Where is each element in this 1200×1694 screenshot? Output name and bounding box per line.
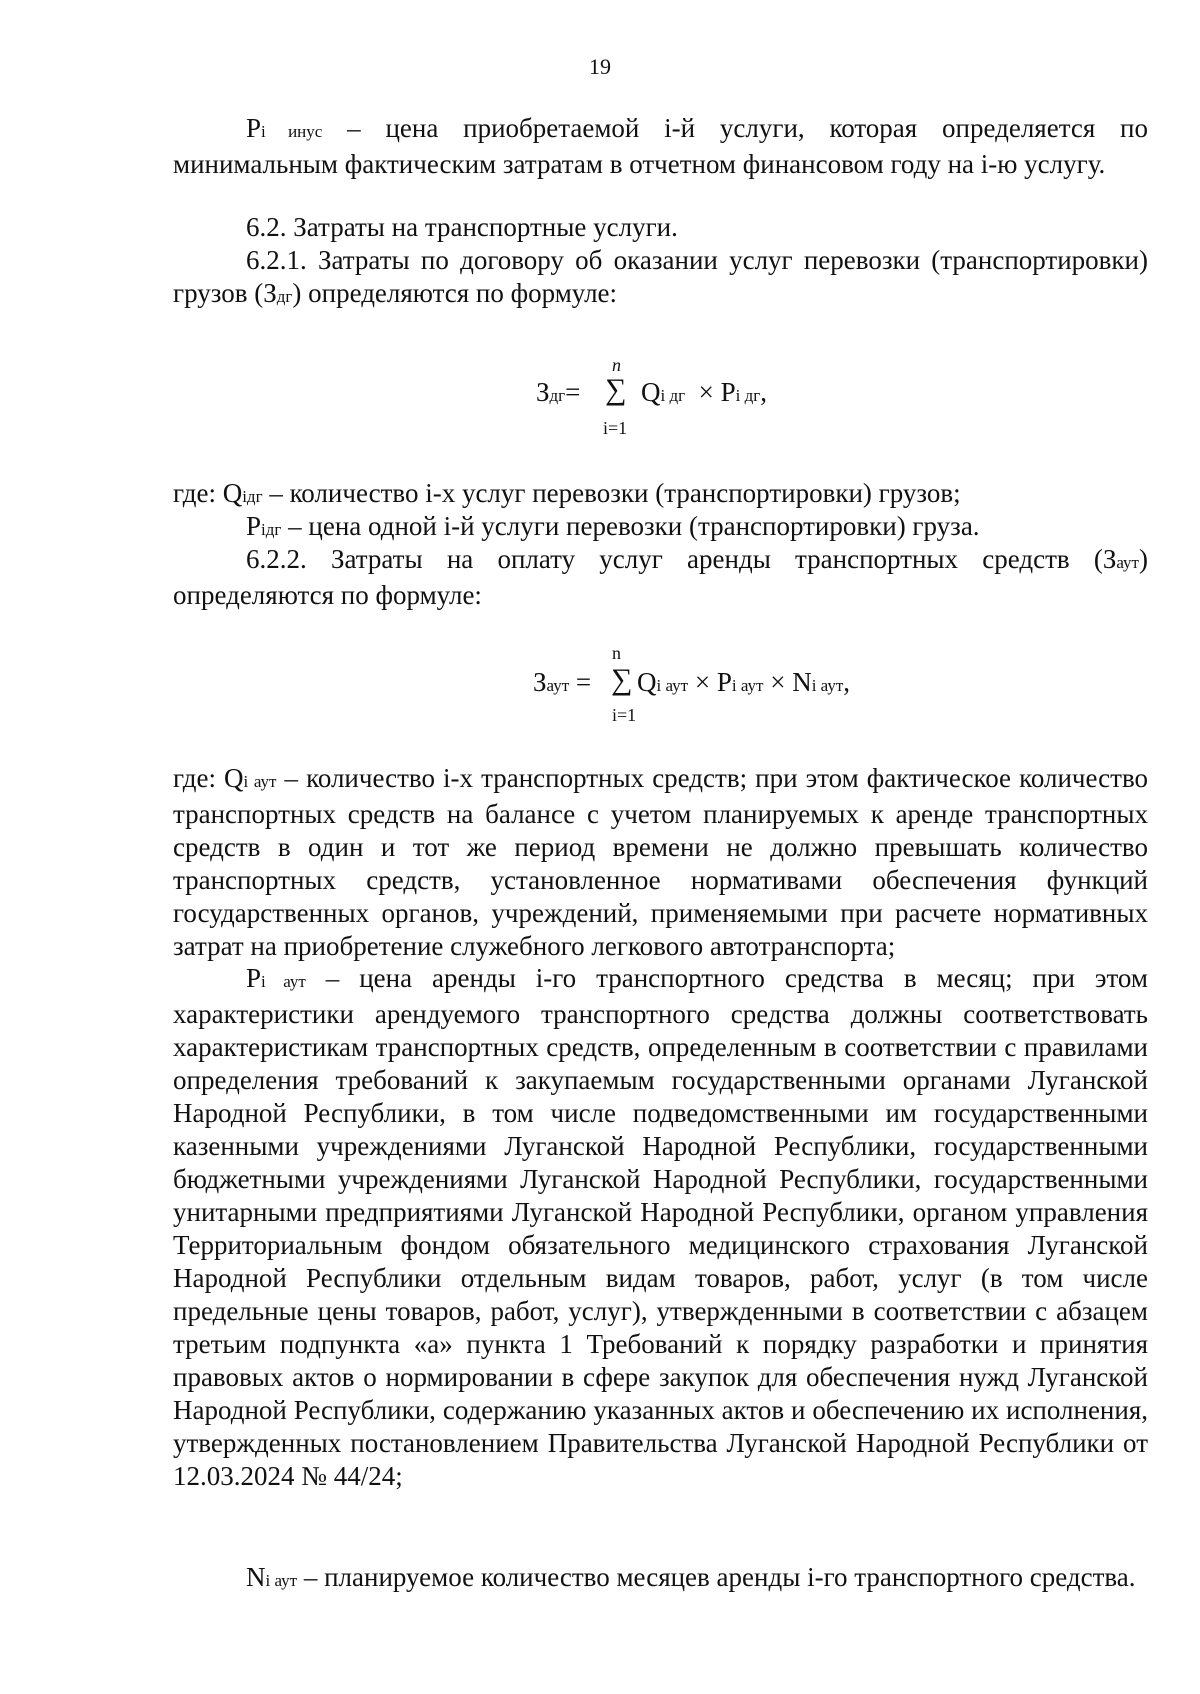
definition-subscript: iдг — [261, 520, 282, 539]
sum-lower-limit: i=1 — [603, 418, 628, 438]
definition-q-aut — [173, 762, 1148, 963]
definition-text: – цена аренды i-го транспортного средства в месяц; при этом характеристики арендуемого транспортного средства должны соответствовать характеристикам транспортных средств, определенным в соответствии с правилами определения требований к закупаемым государственными органами Луганской Народной Республики, в том числе подведомственными им государственными казенными учреждениями Луганской Народной Республики, государственными бюджетными учреждениями Луганской Народной Республики, государственными унитарными предприятиями Луганской Народной Республики, органом управления Территориальным фондом обязательного медицинского страхования Луганской Народной Республики отдельным видам товаров, работ, услуг (в том числе предельные цены товаров, работ, услуг), утвержденными в соответствии с абзацем третьим подпункта «а» пункта 1 Требований к порядку разработки и принятия правовых актов о нормировании в сфере закупок для обеспечения нужд Луганской Народной Республики, содержанию указанных актов и обеспечению их исполнения, утвержденных постановлением Правительства Луганской Народной Республики от 12.03.2024 № 44/24; — [173, 963, 1149, 1491]
definition-subscript: i аут — [261, 972, 306, 991]
formula-rhs — [637, 667, 850, 698]
definition-lead: где: Q — [173, 763, 244, 793]
symbol-p-subscript: i инус — [261, 122, 323, 141]
sum-lower-limit: i=1 — [612, 705, 637, 725]
formula-rhs — [641, 377, 767, 408]
paragraph-text: ) определяются по формуле: — [292, 278, 618, 308]
section-heading-6-2: 6.2. Затраты на транспортные услуги. — [246, 212, 678, 242]
definition-text: – количество i-х транспортных средств; при этом фактическое количество транспортных средств на балансе с учетом планируемых к аренде транспортных средств в один и тот же период времени не должно превышать количество транспортных средств, установленное нормативами обеспечения функций государственных органов, учреждений, применяемыми при расчете нормативных затрат на приобретение служебного легкового автотранспорта; — [173, 763, 1149, 961]
formula-p: P — [720, 377, 736, 407]
formula-p-subscript: i дг — [735, 386, 761, 405]
formula-lhs — [536, 377, 580, 408]
page-number: 19 — [589, 54, 611, 79]
definition-subscript: i аут — [243, 772, 277, 791]
formula-q-subscript: i аут — [656, 676, 689, 695]
equals-sign: = — [575, 667, 592, 697]
formula-lhs-symbol: З — [533, 667, 547, 697]
sigma-sign: ∑ — [611, 663, 633, 696]
formula-q: Q — [637, 667, 657, 697]
symbol-p: P — [246, 113, 262, 143]
definition-n-aut — [173, 1561, 1148, 1597]
definition-q-dg — [173, 477, 1148, 513]
formula-comma: , — [843, 667, 851, 697]
paragraph-text: – цена приобретаемой i-й услуги, которая определяется по минимальным фактическим затратам в отчетном финансовом году на i-ю услугу. — [173, 113, 1148, 179]
definition-text: – планируемое количество месяцев аренды i-го транспортного средства. — [297, 1562, 1136, 1592]
times-sign: × — [698, 377, 714, 407]
formula-n-subscript: i аут — [811, 676, 844, 695]
times-sign: × — [770, 667, 786, 697]
definition-p-aut — [173, 962, 1148, 1493]
paragraph-text: 6.2.2. Затраты на оплату услуг аренды транспортных средств (З — [246, 544, 1117, 574]
subscript: аут — [1116, 553, 1139, 572]
formula-n: N — [792, 667, 812, 697]
definition-lead: P — [246, 511, 262, 541]
definition-p-dg — [173, 510, 1148, 546]
formula-lhs — [533, 667, 591, 698]
definition-subscript: i аут — [265, 1571, 298, 1590]
paragraph-p-inus — [173, 112, 1148, 181]
paragraph-6-2-2 — [173, 543, 1148, 612]
sum-upper-limit: n — [612, 643, 621, 663]
equals-sign: = — [565, 377, 581, 407]
definition-text: – количество i-х услуг перевозки (транспортировки) грузов; — [262, 478, 961, 508]
definition-lead: N — [246, 1562, 266, 1592]
definition-lead: где: Q — [173, 478, 243, 508]
times-sign: × — [694, 667, 711, 697]
paragraph-text: ) определяются по формуле: — [173, 544, 1148, 610]
formula-p: P — [716, 667, 732, 697]
subscript: дг — [276, 287, 293, 306]
definition-lead: P — [246, 963, 262, 993]
formula-q-subscript: i дг — [660, 386, 686, 405]
formula-lhs-subscript: дг — [549, 386, 566, 405]
paragraph-6-2-1 — [173, 244, 1148, 313]
paragraph-text: 6.2.1. Затраты по договору об оказании услуг перевозки (транспортировки) грузов (З — [173, 245, 1148, 308]
definition-text: – цена одной i-й услуги перевозки (транспортировки) груза. — [281, 511, 980, 541]
sum-upper-limit: n — [612, 355, 621, 375]
definition-subscript: iдг — [242, 487, 263, 506]
formula-lhs-symbol: З — [536, 377, 550, 407]
formula-lhs-subscript: аут — [546, 676, 570, 695]
formula-p-subscript: i аут — [731, 676, 764, 695]
formula-q: Q — [641, 377, 661, 407]
sigma-sign: ∑ — [605, 373, 627, 406]
formula-comma: , — [760, 377, 767, 407]
